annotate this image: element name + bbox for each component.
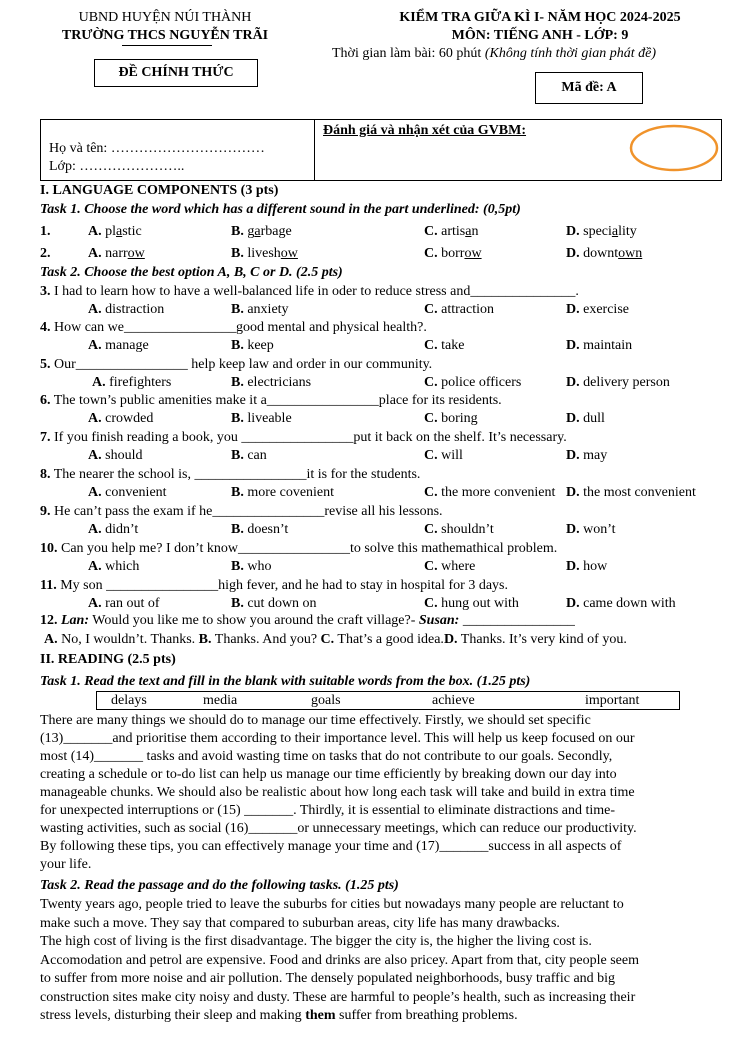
school-name: TRƯỜNG THCS NGUYỄN TRÃI [61,28,269,43]
q5-option-b[interactable]: B. electricians [231,375,312,390]
passage-1-line: most (14)_______ tasks and avoid wasting time on tasks that do not contribute to our goals. Secondly, [40,749,613,764]
q4-option-d[interactable]: D. maintain [566,338,633,353]
passage-1-line: for unexpected interruptions or (15) _______. Thirdly, it is essential to eliminate distractions and time- [40,803,616,818]
passage-2-line: The high cost of living is the first disadvantage. The bigger the city is, the higher the living cost is. [40,934,592,949]
exam-title: KIỂM TRA GIỮA KÌ I- NĂM HỌC 2024-2025 [399,10,681,25]
q2-number: 2. [40,246,51,261]
passage-2-line: Accomodation and petrol are expensive. Food and drinks are also pricey. Apart from that, city people seem [40,952,639,968]
info-divider [314,120,315,180]
word-box-item: delays [111,693,147,708]
q5-option-a[interactable]: A. firefighters [92,375,172,390]
student-class-field: Lớp: ………………….. [49,159,185,174]
task-2-instruction: Task 2. Choose the best option A, B, C or D. (2.5 pts) [40,265,343,280]
q7-option-b[interactable]: B. can [231,448,267,463]
passage-2-line: Twenty years ago, people tried to leave the suburbs for cities but nowadays many people are reluctant to [40,897,624,912]
word-box-item: goals [311,693,341,708]
q8-option-b[interactable]: B. more covenient [231,485,335,500]
q8-stem: 8. The nearer the school is, ________________it is for the students. [40,467,421,482]
q3-option-d[interactable]: D. exercise [566,302,629,317]
q11-option-b[interactable]: B. cut down on [231,596,317,611]
q1-option-a[interactable]: A. plastic [88,224,142,239]
q2-option-a[interactable]: A. narrow [88,246,145,261]
q6-option-b[interactable]: B. liveable [231,411,292,426]
passage-1-line: wasting activities, such as social (16)_______or unnecessary meetings, which can reduce our productivity. [40,821,637,836]
word-box-item: important [585,693,640,708]
q10-option-d[interactable]: D. how [566,559,608,574]
passage-2-line: to suffer from more noise and air pollution. The densely populated neighborhoods, busy traffic and big [40,971,616,986]
q5-option-d[interactable]: D. delivery person [566,375,670,390]
q5-option-c[interactable]: C. police officers [424,375,522,390]
q2-option-d[interactable]: D. downtown [566,246,643,261]
reading-task-1-instruction: Task 1. Read the text and fill in the blank with suitable words from the box. (1.25 pts) [40,674,531,689]
school-underline [122,45,212,46]
q3-option-c[interactable]: C. attraction [424,302,494,317]
q1-option-c[interactable]: C. artisan [424,224,479,239]
task-1-instruction: Task 1. Choose the word which has a different sound in the part underlined: (0,5pt) [40,202,521,217]
q7-option-c[interactable]: C. will [424,448,463,463]
passage-2-line: construction sites make city noisy and dusty. These are harmful to people’s health, such as increasing their [40,989,636,1005]
q6-option-d[interactable]: D. dull [566,411,605,426]
passage-2-last-line: stress levels, disturbing their sleep and making them suffer from breathing problems. [40,1008,518,1023]
q4-option-b[interactable]: B. keep [231,338,274,353]
q9-stem: 9. He can’t pass the exam if he________________revise all his lessons. [40,504,443,519]
q10-option-a[interactable]: A. which [88,559,140,574]
q4-stem: 4. How can we________________good mental and physical health?. [40,320,427,335]
q8-option-d[interactable]: D. the most convenient [566,485,696,500]
word-box-item: media [203,693,238,708]
reading-task-2-instruction: Task 2. Read the passage and do the following tasks. (1.25 pts) [40,878,399,893]
q7-option-d[interactable]: D. may [566,448,608,463]
q11-option-c[interactable]: C. hung out with [424,596,519,611]
passage-1-line: (13)_______and prioritise them according to their importance level. This will help us keep focused on our [40,731,635,746]
q3-option-b[interactable]: B. anxiety [231,302,289,317]
q3-option-a[interactable]: A. distraction [88,302,165,317]
q10-option-c[interactable]: C. where [424,559,476,574]
subject-line: MÔN: TIẾNG ANH - LỚP: 9 [451,28,629,43]
q9-option-a[interactable]: A. didn’t [88,522,139,537]
q9-option-c[interactable]: C. shouldn’t [424,522,494,537]
section-2-title: II. READING (2.5 pts) [40,652,176,667]
official-label: ĐỀ CHÍNH THỨC [94,59,258,87]
grade-stamp-outline [628,122,720,174]
q6-stem: 6. The town’s public amenities make it a________________place for its residents. [40,393,502,408]
q1-option-d[interactable]: D. speciality [566,224,637,239]
q4-option-a[interactable]: A. manage [88,338,149,353]
q5-stem: 5. Our________________ help keep law and order in our community. [40,357,433,372]
q10-option-b[interactable]: B. who [231,559,272,574]
authority-name: UBND HUYỆN NÚI THÀNH [78,10,252,25]
passage-1-line: There are many things we should do to manage our time effectively. Firstly, we should set specific [40,713,591,728]
student-info-box [40,119,722,181]
section-1-title: I. LANGUAGE COMPONENTS (3 pts) [40,183,279,198]
passage-1-line: By following these tips, you can effectively manage your time and (17)_______success in all aspects of [40,839,622,854]
q7-option-a[interactable]: A. should [88,448,143,463]
q1-number: 1. [40,224,51,239]
q8-option-a[interactable]: A. convenient [88,485,167,500]
q11-option-d[interactable]: D. came down with [566,596,676,611]
q2-option-c[interactable]: C. borrow [424,246,482,261]
passage-1-line: creating a schedule or to-do list can help us manage our time efficiently by breaking down our day into [40,767,617,782]
time-line: Thời gian làm bài: 60 phút (Không tính thời gian phát đề) [332,46,657,61]
q1-option-b[interactable]: B. garbage [231,224,292,239]
passage-1-line: your life. [40,857,92,872]
q6-option-a[interactable]: A. crowded [88,411,154,426]
q9-option-b[interactable]: B. doesn’t [231,522,289,537]
student-name-field: Họ và tên: …………………………… [49,141,265,156]
q11-option-a[interactable]: A. ran out of [88,596,160,611]
q8-option-c[interactable]: C. the more convenient [424,485,556,500]
q2-option-b[interactable]: B. liveshow [231,246,298,261]
q12-stem: 12. Lan: Would you like me to show you around the craft village?- Susan: ________________ [40,613,575,628]
q7-stem: 7. If you finish reading a book, you ________________put it back on the shelf. It’s necessary. [40,430,567,445]
q3-stem: 3. I had to learn how to have a well-balanced life in oder to reduce stress and_______________. [40,284,579,299]
passage-2-line: make such a move. They say that compared to suburban areas, city life has many drawbacks. [40,915,560,931]
q12-options[interactable]: A. No, I wouldn’t. Thanks. B. Thanks. And you? C. That’s a good idea.D. Thanks. It’s very kind of you. [44,632,627,647]
q4-option-c[interactable]: C. take [424,338,465,353]
passage-1-line: manageable chunks. We should also be realistic about how long each task will take and build in extra time [40,785,635,800]
exam-code: Mã đề: A [535,72,643,104]
teacher-evaluation-label: Đánh giá và nhận xét của GVBM: [323,123,527,138]
q9-option-d[interactable]: D. won’t [566,522,616,537]
word-box [96,691,680,710]
q11-stem: 11. My son ________________high fever, and he had to stay in hospital for 3 days. [40,578,509,593]
word-box-item: achieve [432,693,475,708]
q10-stem: 10. Can you help me? I don’t know________________to solve this mathemathical problem. [40,541,558,556]
q6-option-c[interactable]: C. boring [424,411,478,426]
